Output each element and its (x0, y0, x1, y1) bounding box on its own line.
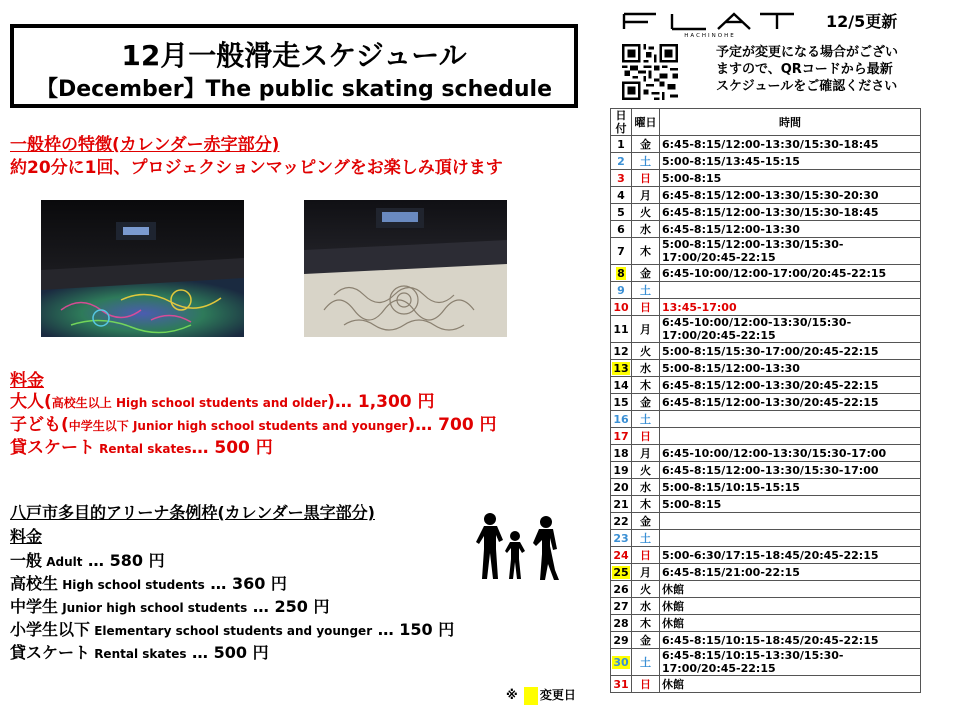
row-time: 6:45-8:15/12:00-13:30/20:45-22:15 (660, 394, 921, 411)
row-time: 休館 (660, 676, 921, 693)
row-date: 7 (611, 238, 632, 265)
table-row (611, 615, 921, 632)
table-row (611, 411, 921, 428)
row-date: 16 (611, 411, 632, 428)
row-weekday: 日 (632, 428, 660, 445)
row-date: 6 (611, 221, 632, 238)
table-row (611, 581, 921, 598)
row-time (660, 428, 921, 445)
table-row (611, 564, 921, 581)
table-row (611, 530, 921, 547)
fee-child: 子ども(中学生以下 Junior high school students and younger)… 700 円 (10, 415, 497, 435)
row-time (660, 513, 921, 530)
row-weekday: 月 (632, 445, 660, 462)
row-weekday: 木 (632, 238, 660, 265)
row-time (660, 411, 921, 428)
general-heading: 一般枠の特徴(カレンダー赤字部分) (10, 135, 280, 155)
table-row (611, 676, 921, 693)
table-row (611, 238, 921, 265)
row-weekday: 水 (632, 221, 660, 238)
table-row (611, 265, 921, 282)
row-date: 24 (611, 547, 632, 564)
fee-rental: 貸スケート Rental skates… 500 円 (10, 438, 273, 458)
table-row (611, 221, 921, 238)
table-row (611, 360, 921, 377)
row-date: 27 (611, 598, 632, 615)
city-fee-rental: 貸スケート Rental skates … 500 円 (10, 643, 269, 662)
row-time (660, 282, 921, 299)
row-weekday: 日 (632, 547, 660, 564)
row-weekday: 水 (632, 360, 660, 377)
row-time: 5:00-8:15/12:00-13:30 (660, 360, 921, 377)
row-date: 3 (611, 170, 632, 187)
table-row (611, 153, 921, 170)
row-weekday: 土 (632, 153, 660, 170)
flat-logo (622, 10, 797, 38)
table-row (611, 445, 921, 462)
row-weekday: 木 (632, 615, 660, 632)
row-time: 6:45-10:00/12:00-17:00/20:45-22:15 (660, 265, 921, 282)
row-weekday: 土 (632, 649, 660, 676)
row-time: 休館 (660, 581, 921, 598)
city-fee-adult: 一般 Adult … 580 円 (10, 551, 165, 570)
table-row (611, 462, 921, 479)
row-time: 5:00-6:30/17:15-18:45/20:45-22:15 (660, 547, 921, 564)
table-row (611, 377, 921, 394)
row-date: 5 (611, 204, 632, 221)
table-row (611, 343, 921, 360)
table-header-row (611, 109, 921, 136)
header-weekday: 曜日 (632, 109, 660, 136)
row-date: 26 (611, 581, 632, 598)
header-time: 時間 (660, 109, 921, 136)
row-time: 5:00-8:15/13:45-15:15 (660, 153, 921, 170)
row-date: 20 (611, 479, 632, 496)
page-title: 12月一般滑走スケジュール (121, 39, 467, 72)
logo-subtext: HACHINOHE (684, 33, 736, 38)
row-weekday: 金 (632, 136, 660, 153)
general-fee-heading: 料金 (10, 371, 44, 391)
table-row (611, 513, 921, 530)
row-weekday: 日 (632, 676, 660, 693)
city-fee-heading: 料金 (10, 527, 43, 546)
row-time: 6:45-10:00/12:00-13:30/15:30-17:00 (660, 445, 921, 462)
row-weekday: 金 (632, 265, 660, 282)
legend-highlight-swatch (524, 687, 538, 705)
page-subtitle: 【December】The public skating schedule (35, 77, 553, 102)
row-time: 5:00-8:15 (660, 496, 921, 513)
row-date: 9 (611, 282, 632, 299)
table-row (611, 496, 921, 513)
row-weekday: 水 (632, 479, 660, 496)
table-row (611, 598, 921, 615)
city-fee-juniorhigh: 中学生 Junior high school students … 250 円 (10, 597, 330, 616)
row-time: 6:45-8:15/12:00-13:30/15:30-20:30 (660, 187, 921, 204)
table-row (611, 394, 921, 411)
row-date: 8 (611, 265, 632, 282)
row-time: 6:45-8:15/21:00-22:15 (660, 564, 921, 581)
row-weekday: 木 (632, 377, 660, 394)
row-date: 31 (611, 676, 632, 693)
row-weekday: 金 (632, 632, 660, 649)
row-date: 18 (611, 445, 632, 462)
row-time: 休館 (660, 598, 921, 615)
updated-date: 12/5更新 (826, 12, 898, 31)
table-row (611, 136, 921, 153)
row-date: 1 (611, 136, 632, 153)
row-weekday: 木 (632, 496, 660, 513)
row-date: 19 (611, 462, 632, 479)
row-date: 23 (611, 530, 632, 547)
row-weekday: 火 (632, 581, 660, 598)
row-time: 6:45-8:15/10:15-13:30/15:30-17:00/20:45-22:15 (660, 649, 921, 676)
row-date: 30 (611, 649, 632, 676)
qr-code[interactable] (622, 44, 678, 100)
row-time: 6:45-8:15/12:00-13:30/15:30-18:45 (660, 136, 921, 153)
rink-photo-1 (41, 200, 244, 337)
row-weekday: 金 (632, 513, 660, 530)
row-weekday: 火 (632, 462, 660, 479)
row-weekday: 日 (632, 170, 660, 187)
row-date: 12 (611, 343, 632, 360)
schedule-table (610, 108, 921, 693)
row-time: 5:00-8:15 (660, 170, 921, 187)
city-heading: 八戸市多目的アリーナ条例枠(カレンダー黒字部分) (10, 503, 375, 522)
row-time: 休館 (660, 615, 921, 632)
row-time: 13:45-17:00 (660, 299, 921, 316)
row-time: 6:45-10:00/12:00-13:30/15:30-17:00/20:45-22:15 (660, 316, 921, 343)
row-date: 11 (611, 316, 632, 343)
row-time: 6:45-8:15/10:15-18:45/20:45-22:15 (660, 632, 921, 649)
row-date: 14 (611, 377, 632, 394)
row-date: 17 (611, 428, 632, 445)
table-row (611, 187, 921, 204)
row-weekday: 土 (632, 530, 660, 547)
table-row (611, 170, 921, 187)
row-weekday: 火 (632, 343, 660, 360)
header-date: 日付 (611, 109, 632, 136)
table-row (611, 479, 921, 496)
row-weekday: 金 (632, 394, 660, 411)
general-desc: 約20分に1回、プロジェクションマッピングをお楽しみ頂けます (10, 158, 503, 178)
row-time: 5:00-8:15/10:15-15:15 (660, 479, 921, 496)
table-row (611, 204, 921, 221)
family-silhouette-icon (472, 510, 568, 582)
row-date: 10 (611, 299, 632, 316)
row-weekday: 水 (632, 598, 660, 615)
row-date: 22 (611, 513, 632, 530)
table-row (611, 282, 921, 299)
notice-text: 予定が変更になる場合がござい ますので、QRコードから最新 スケジュールをご確認ください (716, 45, 899, 94)
row-weekday: 月 (632, 564, 660, 581)
table-row (611, 547, 921, 564)
row-date: 25 (611, 564, 632, 581)
table-row (611, 299, 921, 316)
row-date: 29 (611, 632, 632, 649)
city-fee-elementary: 小学生以下 Elementary school students and younger … 150 円 (10, 620, 455, 639)
table-row (611, 632, 921, 649)
row-time: 6:45-8:15/12:00-13:30 (660, 221, 921, 238)
row-time: 5:00-8:15/15:30-17:00/20:45-22:15 (660, 343, 921, 360)
row-date: 4 (611, 187, 632, 204)
city-fee-highschool: 高校生 High school students … 360 円 (10, 574, 287, 593)
row-weekday: 土 (632, 411, 660, 428)
legend: ※ 変更日 (506, 686, 576, 705)
table-row (611, 649, 921, 676)
row-time (660, 530, 921, 547)
row-weekday: 月 (632, 316, 660, 343)
row-time: 5:00-8:15/12:00-13:30/15:30-17:00/20:45-22:15 (660, 238, 921, 265)
row-weekday: 月 (632, 187, 660, 204)
row-date: 15 (611, 394, 632, 411)
row-time: 6:45-8:15/12:00-13:30/20:45-22:15 (660, 377, 921, 394)
row-date: 28 (611, 615, 632, 632)
row-weekday: 土 (632, 282, 660, 299)
row-time: 6:45-8:15/12:00-13:30/15:30-18:45 (660, 204, 921, 221)
row-date: 21 (611, 496, 632, 513)
table-row (611, 316, 921, 343)
title-box (10, 24, 578, 108)
row-weekday: 日 (632, 299, 660, 316)
fee-adult: 大人(高校生以上 High school students and older)… 1,300 円 (10, 392, 435, 412)
row-time: 6:45-8:15/12:00-13:30/15:30-17:00 (660, 462, 921, 479)
row-weekday: 火 (632, 204, 660, 221)
rink-photo-2 (304, 200, 507, 337)
row-date: 13 (611, 360, 632, 377)
table-row (611, 428, 921, 445)
row-date: 2 (611, 153, 632, 170)
